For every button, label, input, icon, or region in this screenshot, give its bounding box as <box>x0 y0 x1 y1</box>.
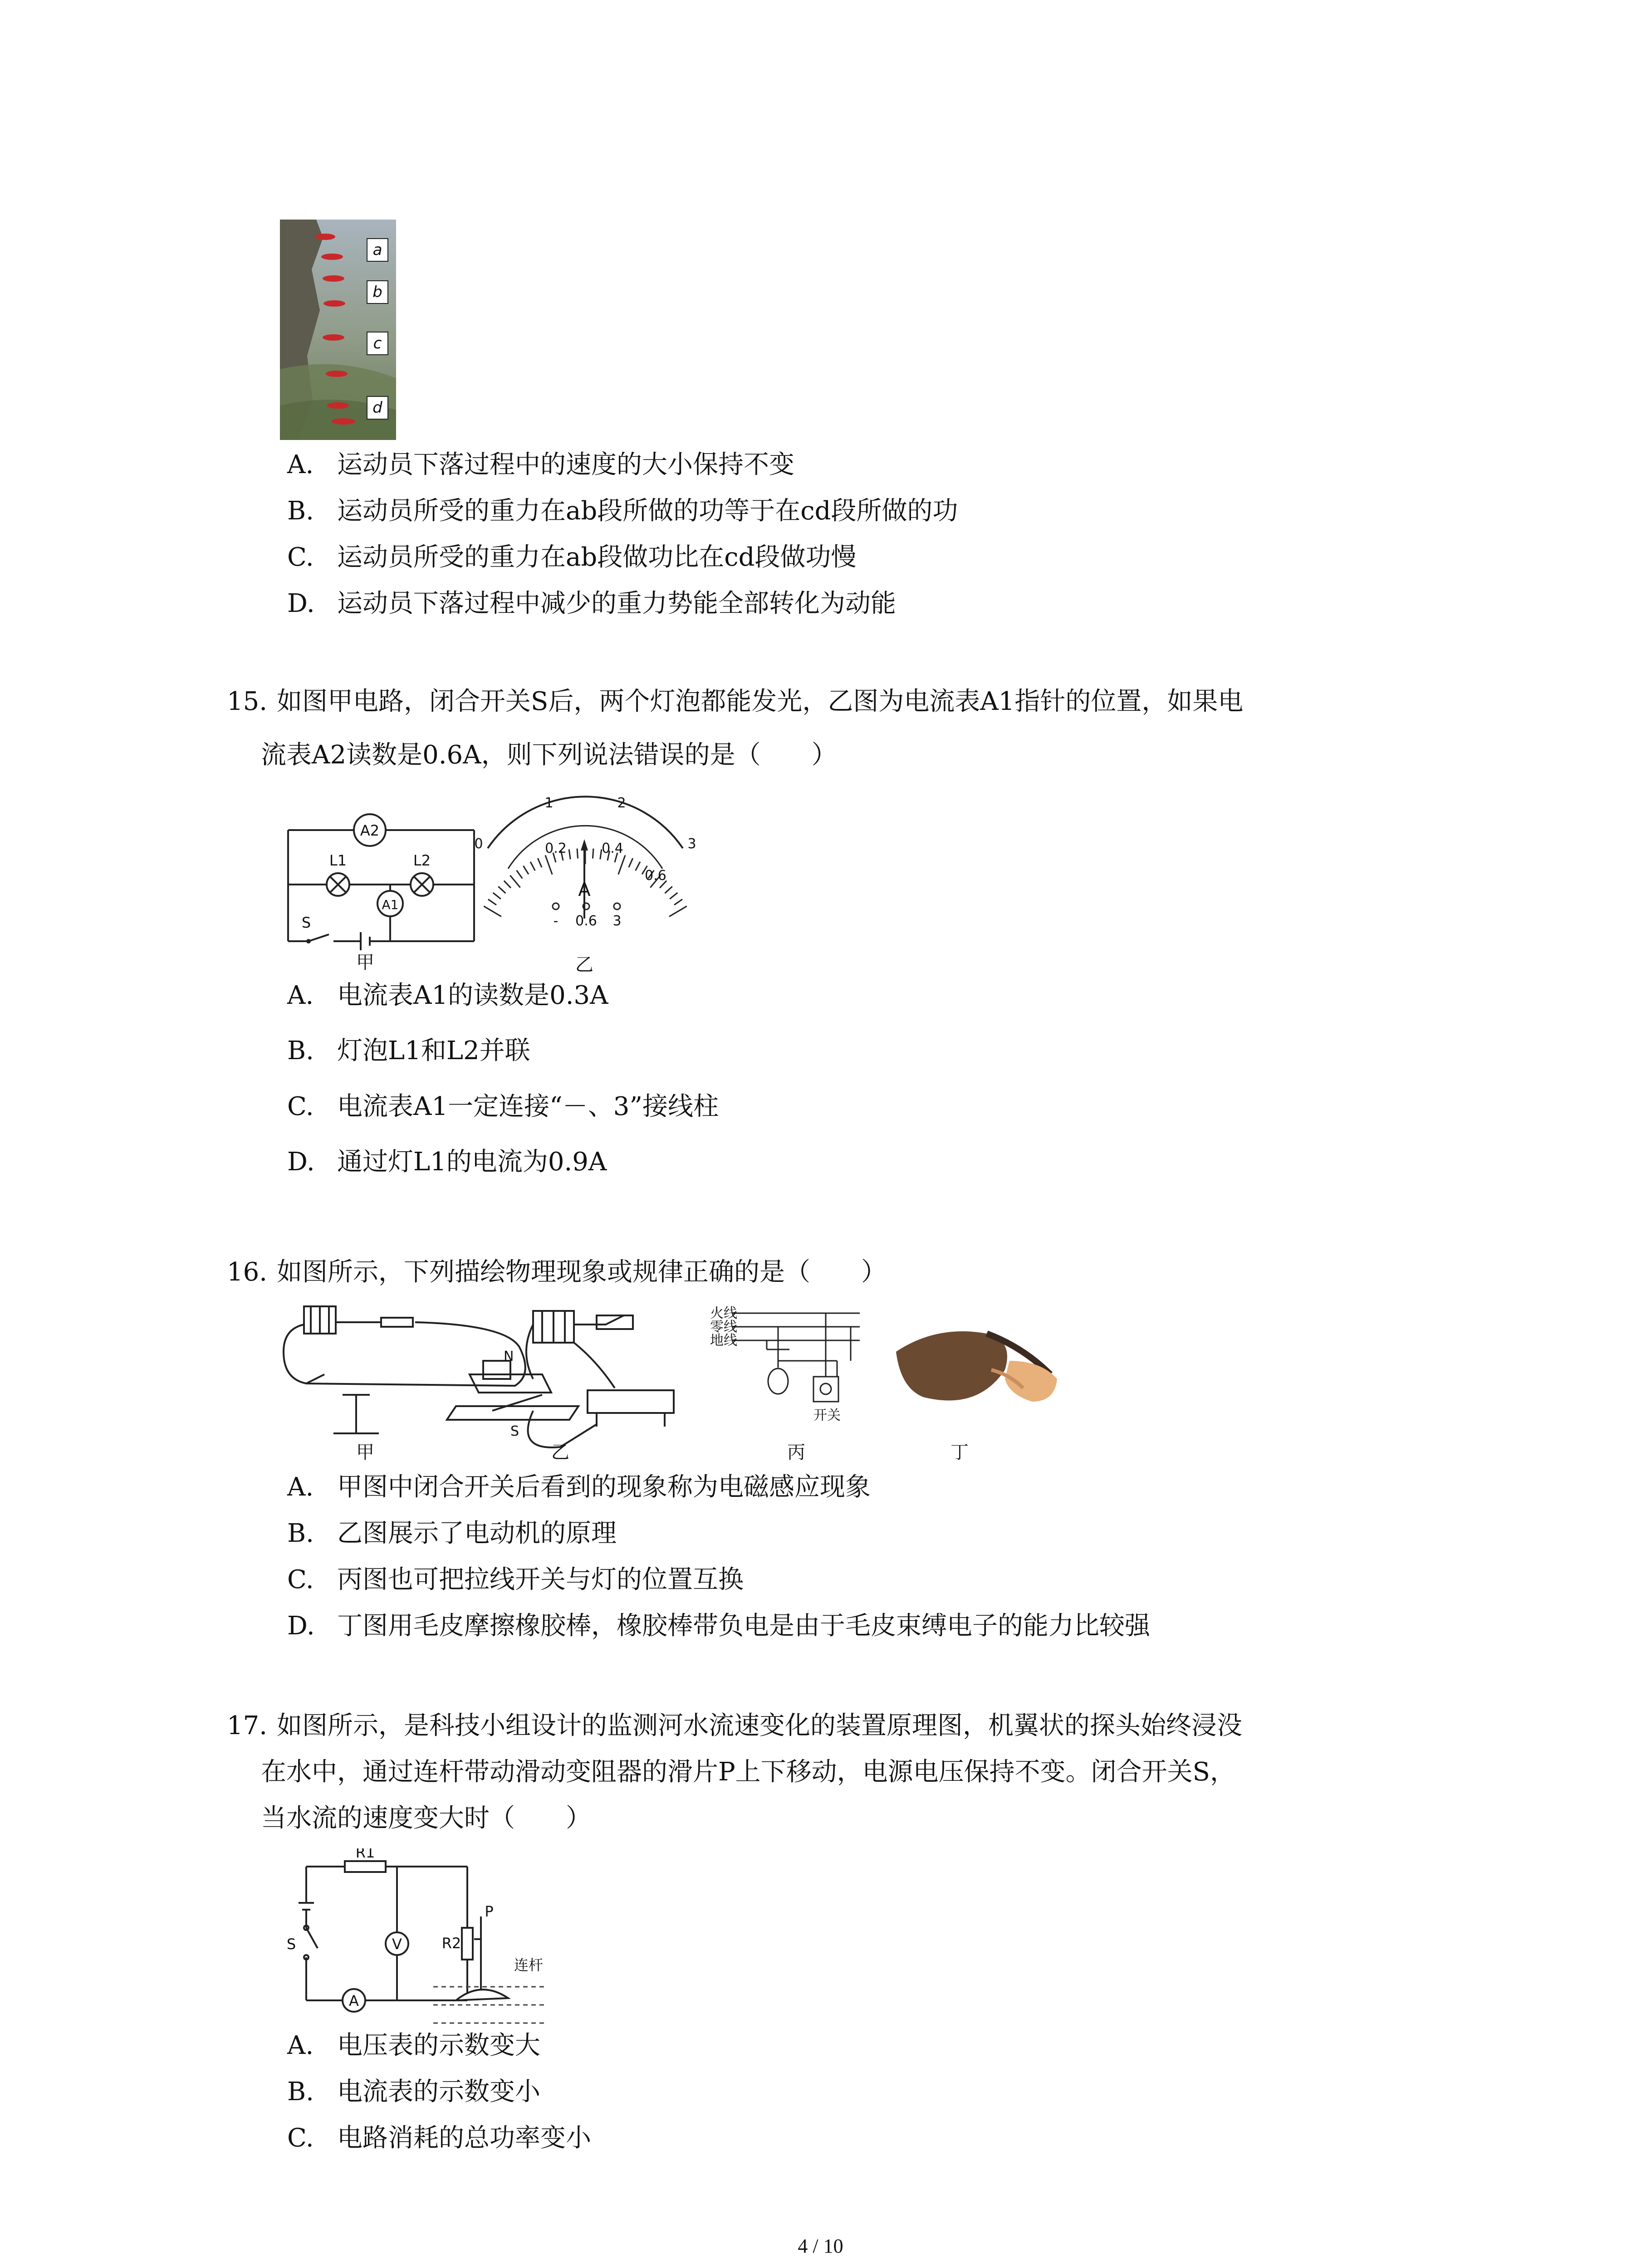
voltmeter-label: V <box>392 1936 402 1953</box>
fig-yi-generator <box>447 1311 674 1447</box>
q16-stem-line1: 如图所示，下列描绘物理现象或规律正确的是（ ） <box>277 1257 887 1287</box>
rod-label: 连杆 <box>514 1956 544 1974</box>
option-letter: A. <box>287 981 314 1010</box>
option-text: 运动员下落过程中的速度的大小保持不变 <box>337 450 794 479</box>
magnet-n-label: N <box>504 1349 514 1364</box>
q16-option-c[interactable] <box>287 1564 744 1596</box>
skydiver-photo <box>280 220 396 440</box>
scale-top-2: 2 <box>617 795 626 811</box>
dial-tick <box>545 855 552 874</box>
fig-bing-house-wiring <box>733 1313 860 1402</box>
scale-top-0: 0 <box>474 836 483 852</box>
q14-option-b[interactable] <box>287 495 958 527</box>
option-text: 运动员所受的重力在ab段做功比在cd段做功慢 <box>337 543 857 572</box>
option-text: 乙图展示了电动机的原理 <box>337 1519 617 1548</box>
option-letter: B. <box>287 2077 314 2107</box>
option-letter: C. <box>287 543 314 572</box>
dial-tick <box>569 849 570 859</box>
dial-tick <box>670 893 677 899</box>
switch-label: 开关 <box>813 1408 841 1423</box>
dial-tick <box>510 875 520 888</box>
option-letter: A. <box>287 450 314 479</box>
q15-number: 15. <box>227 687 268 716</box>
option-letter: B. <box>287 496 314 526</box>
q17-circuit-figure <box>281 1848 572 2030</box>
caption-yi: 乙 <box>575 954 593 975</box>
dial-tick <box>517 870 523 879</box>
q15-circuit-jia <box>281 807 481 975</box>
q17-stem-line2: 在水中，通过连杆带动滑动变阻器的滑片P上下移动，电源电压保持不变。闭合开关S， <box>261 1757 1236 1787</box>
scale-bottom-2: 0.6 <box>645 868 666 884</box>
q14-option-c[interactable] <box>287 542 856 573</box>
q16-option-d[interactable] <box>287 1610 1150 1642</box>
dial-tick <box>530 862 535 870</box>
dial-tick <box>669 906 687 917</box>
dial-tick <box>538 858 542 867</box>
option-text: 电流表的示数变小 <box>337 2077 540 2107</box>
caption-yi: 乙 <box>551 1442 569 1463</box>
option-letter: C. <box>287 2123 314 2153</box>
q15-ammeter-dial-yi <box>467 794 703 975</box>
q16-option-b[interactable] <box>287 1518 617 1549</box>
lamp-l2-label: L2 <box>413 852 431 869</box>
q17-option-c[interactable] <box>287 2122 591 2154</box>
option-text: 丁图用毛皮摩擦橡胶棒，橡胶棒带负电是由于毛皮束缚电子的能力比较强 <box>337 1611 1150 1641</box>
option-text: 电流表A1一定连接“－、3”接线柱 <box>337 1092 719 1121</box>
q17-option-b[interactable] <box>287 2076 540 2108</box>
ammeter-a2-label: A2 <box>360 822 380 839</box>
wire-neutral-label: 零线 <box>710 1319 737 1335</box>
fig-ding-fur-rod <box>896 1331 1057 1402</box>
switch-s-label: S <box>286 1936 296 1953</box>
option-letter: A. <box>287 1472 314 1502</box>
option-text: 丙图也可把拉线开关与灯的位置互换 <box>337 1565 744 1594</box>
q14-option-d[interactable] <box>287 588 896 620</box>
switch-s-label: S <box>301 914 311 931</box>
scale-bottom-1: 0.4 <box>602 841 623 856</box>
scale-bottom-0: 0.2 <box>545 841 567 856</box>
option-letter: D. <box>287 1147 315 1177</box>
dial-tick <box>523 866 529 875</box>
dial-tick <box>498 886 505 893</box>
caption-jia: 甲 <box>356 1442 374 1463</box>
rheostat-r2-label: R2 <box>441 1935 461 1952</box>
dial-tick <box>484 906 501 917</box>
terminal-3: 3 <box>612 913 622 929</box>
label-d: d <box>372 399 382 417</box>
dial-needle-label: A <box>578 880 591 900</box>
dial-tick <box>488 899 496 905</box>
q15-option-d[interactable] <box>287 1146 607 1178</box>
terminal-06: 0.6 <box>575 913 597 929</box>
option-text: 电压表的示数变大 <box>337 2031 540 2060</box>
option-letter: C. <box>287 1565 314 1594</box>
scale-top-3: 3 <box>687 836 696 852</box>
fig-jia-oersted <box>284 1306 525 1433</box>
q17-stem-line3: 当水流的速度变大时（ ） <box>261 1804 591 1833</box>
dial-tick <box>618 855 625 874</box>
q15-option-c[interactable] <box>287 1091 719 1123</box>
scale-top-1: 1 <box>544 795 554 811</box>
q17-number: 17. <box>227 1711 268 1740</box>
option-letter: A. <box>287 2031 314 2060</box>
resistor-r1-label: R1 <box>355 1848 375 1861</box>
q16-option-a[interactable] <box>287 1471 871 1503</box>
wire-ground-label: 地线 <box>710 1333 737 1349</box>
dial-tick <box>665 886 672 893</box>
q14-option-a[interactable] <box>287 449 794 481</box>
caption-jia: 甲 <box>356 952 374 973</box>
dial-tick <box>629 858 633 867</box>
page-number: 4 / 10 <box>798 2235 843 2257</box>
q15-option-a[interactable] <box>287 980 608 1012</box>
option-letter: B. <box>287 1036 314 1066</box>
option-text: 甲图中闭合开关后看到的现象称为电磁感应现象 <box>337 1472 871 1502</box>
q14-skydiver-figure <box>280 220 396 440</box>
q17-option-a[interactable] <box>287 2030 540 2062</box>
dial-tick <box>577 849 578 859</box>
option-letter: D. <box>287 1611 315 1641</box>
option-text: 灯泡L1和L2并联 <box>337 1036 530 1066</box>
dial-tick <box>493 893 501 899</box>
option-text: 电流表A1的读数是0.3A <box>337 981 608 1010</box>
magnet-s-label: S <box>510 1423 519 1439</box>
q15-stem-line1: 如图甲电路，闭合开关S后，两个灯泡都能发光，乙图为电流表A1指针的位置，如果电 <box>277 687 1244 716</box>
option-text: 运动员所受的重力在ab段所做的功等于在cd段所做的功 <box>337 496 958 526</box>
ammeter-label: A <box>349 1992 359 2009</box>
q17-stem-line1: 如图所示，是科技小组设计的监测河水流速变化的装置原理图，机翼状的探头始终浸没 <box>277 1711 1242 1740</box>
q15-stem-line2: 流表A2读数是0.6A，则下列说法错误的是（ ） <box>261 740 837 770</box>
option-text: 电路消耗的总功率变小 <box>337 2123 591 2153</box>
option-text: 运动员下落过程中减少的重力势能全部转化为动能 <box>337 589 896 618</box>
ammeter-a1-label: A1 <box>382 897 399 912</box>
lamp-l1-label: L1 <box>329 852 347 869</box>
option-letter: B. <box>287 1519 314 1548</box>
option-letter: D. <box>287 589 315 618</box>
label-b: b <box>372 283 382 301</box>
option-text: 通过灯L1的电流为0.9A <box>337 1147 607 1177</box>
wire-live-label: 火线 <box>710 1305 737 1321</box>
caption-ding: 丁 <box>950 1442 969 1463</box>
q16-figures <box>279 1297 1059 1465</box>
dial-tick <box>674 899 682 905</box>
option-letter: C. <box>287 1092 314 1121</box>
terminal-minus: - <box>553 913 558 929</box>
caption-bing: 丙 <box>787 1442 805 1463</box>
dial-tick <box>636 862 640 870</box>
q15-option-b[interactable] <box>287 1035 530 1067</box>
label-a: a <box>372 241 382 259</box>
slider-p-label: P <box>485 1903 494 1920</box>
q16-number: 16. <box>227 1257 268 1287</box>
dial-tick <box>504 881 511 888</box>
label-c: c <box>373 334 382 352</box>
